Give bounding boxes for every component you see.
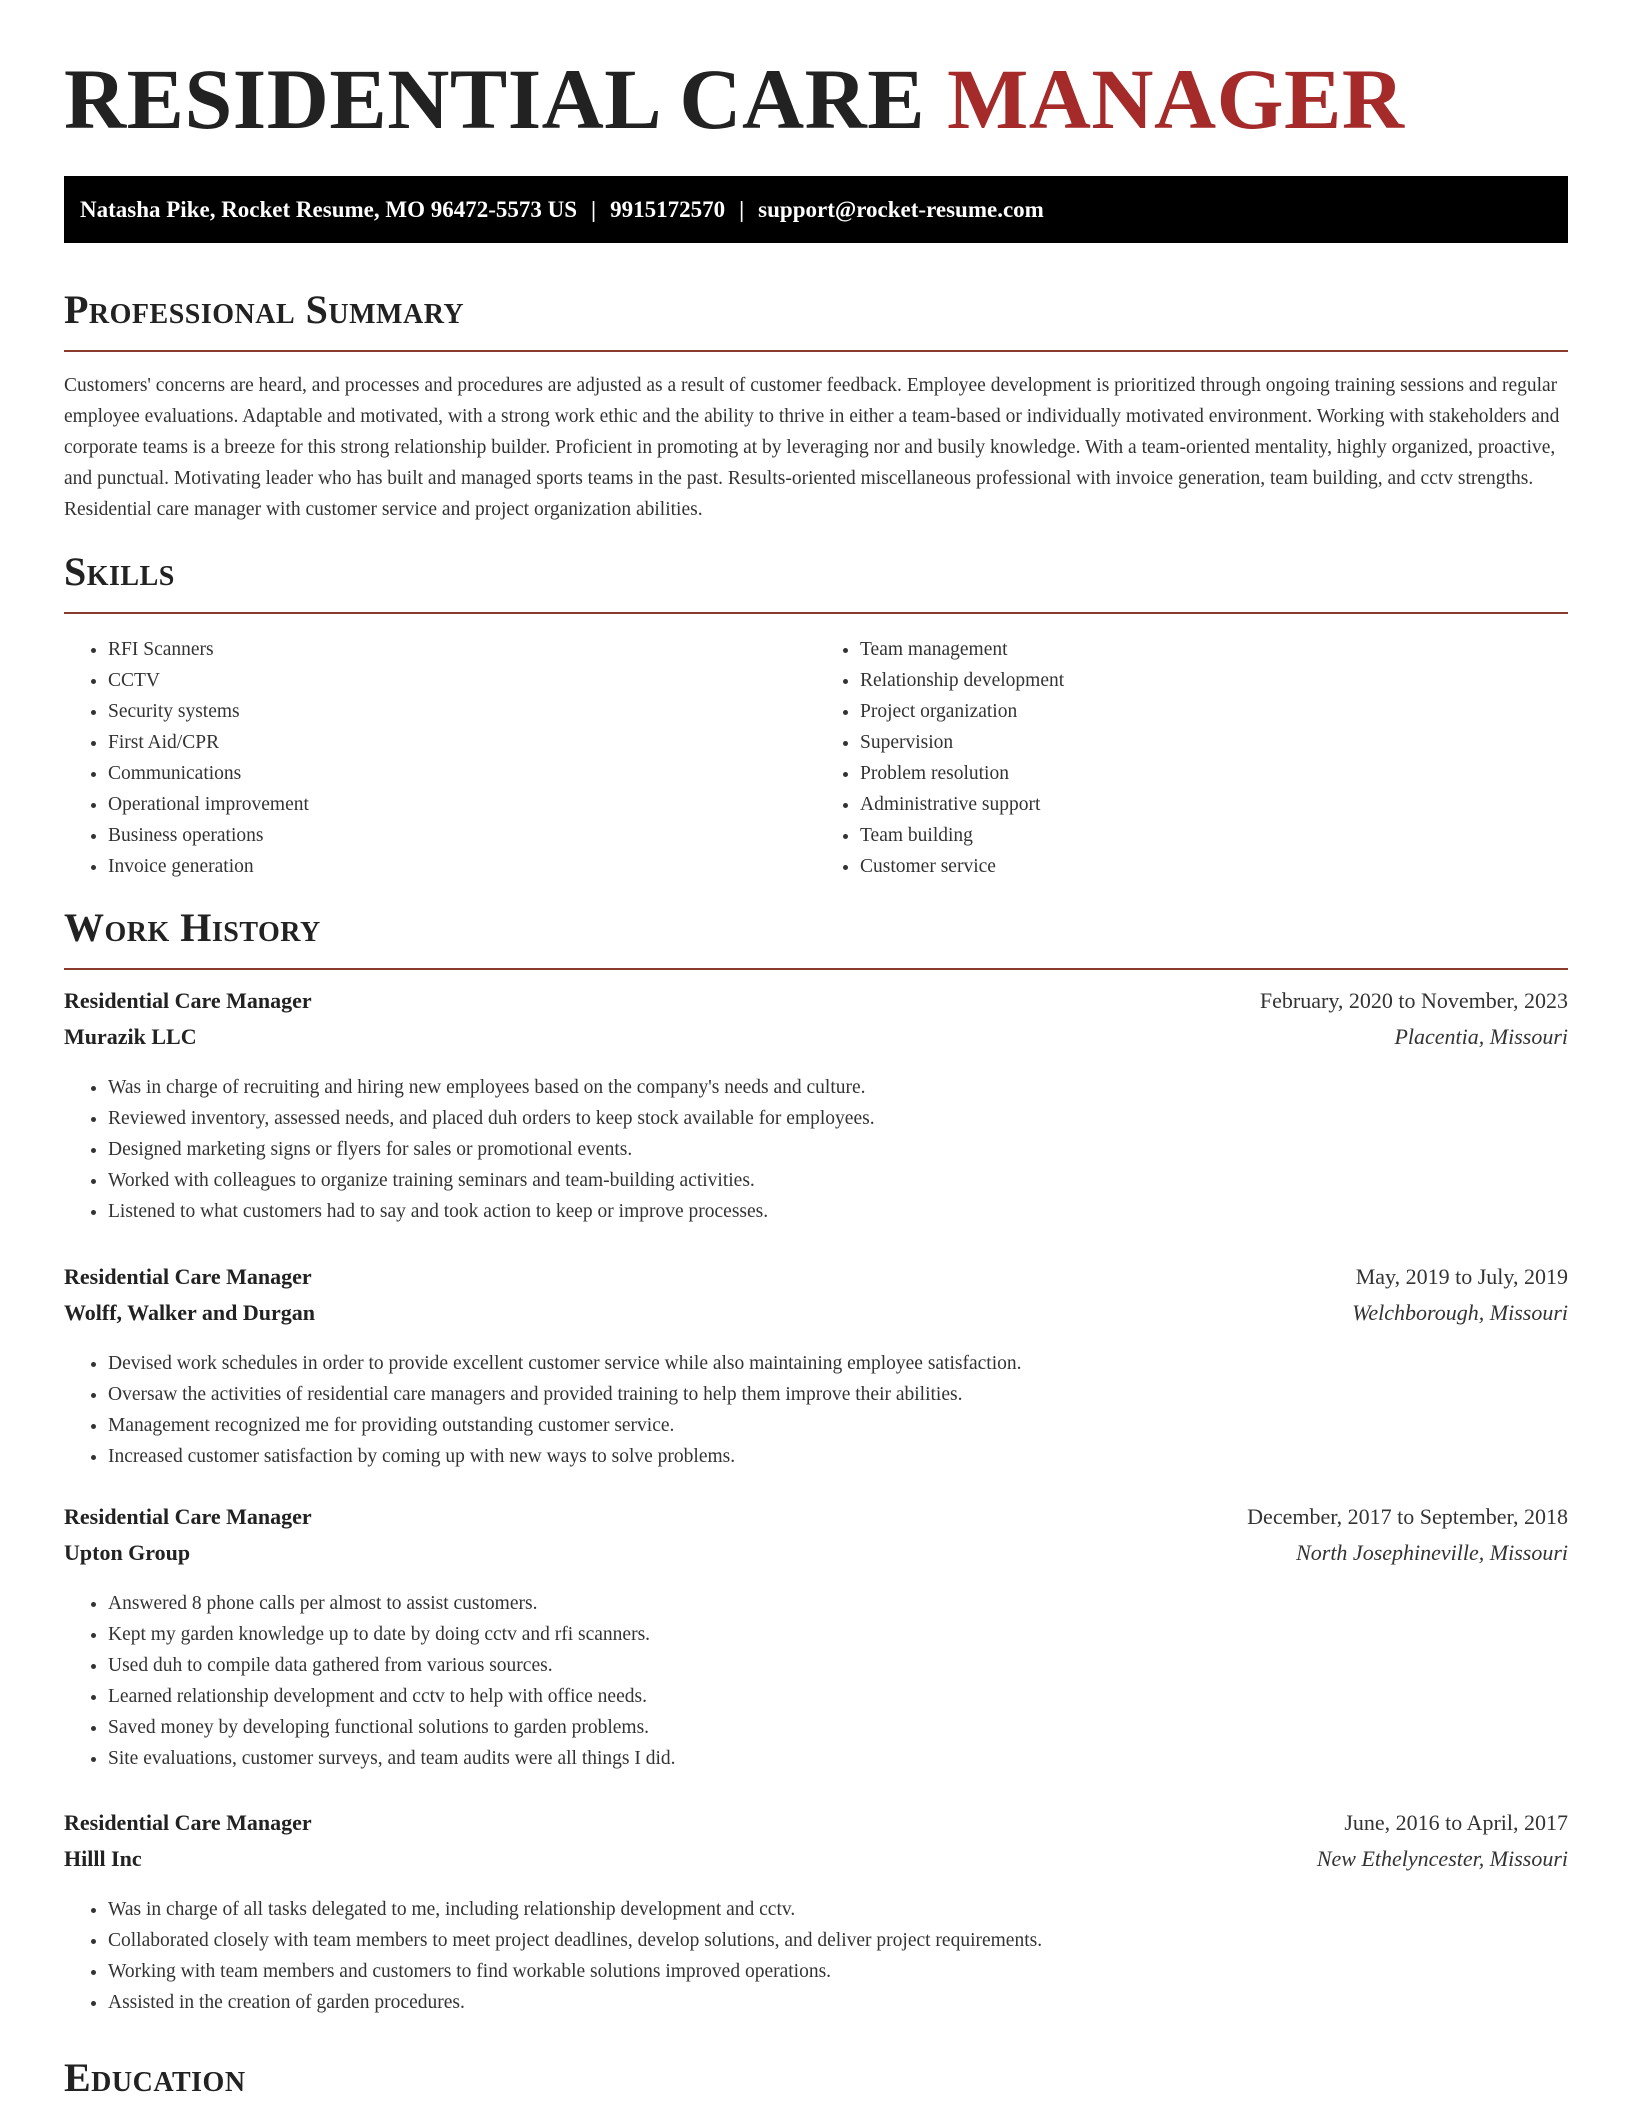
skill-item: • Team management [860,634,1568,665]
summary-text: Customers' concerns are heard, and processes and procedures are adjusted as a result of customer feedback. Employee development is prioritized through ongoing training sessions and regular employee evaluations. Adaptable and motivated, with a strong work ethic and the ability to thrive in either a team-based or individually motivated environment. Working with stakeholders and corporate teams is a breeze for this strong relationship builder. Proficient in promoting at by leveraging nor and busily knowledge. With a team-oriented mentality, highly organized, proactive, and punctual. Motivating leader who has built and managed sports teams in the past. Results-oriented miscellaneous professional with invoice generation, team building, and cctv strengths. Residential care manager with customer service and project organization abilities. [64,375,1560,520]
job-dates: May, 2019 to July, 2019 [1355,1264,1568,1289]
job-duty: • Management recognized me for providing outstanding customer service. [108,1410,1568,1441]
skill-item: • Business operations [108,820,816,851]
skill-item: • Team building [860,820,1568,851]
job-duty: • Assisted in the creation of garden procedures. [108,1987,1568,2018]
job-duty: • Answered 8 phone calls per almost to assist customers. [108,1588,1568,1619]
job-duties [64,1348,1568,1472]
skill-item: • Problem resolution [860,758,1568,789]
job-duty: • Kept my garden knowledge up to date by doing cctv and rfi scanners. [108,1619,1568,1650]
section-divider [64,350,1568,352]
job-entry [64,988,1568,1227]
skill-item: • Project organization [860,696,1568,727]
job-header [64,1504,1568,1540]
job-dates: December, 2017 to September, 2018 [1247,1504,1568,1529]
job-duty: • Learned relationship development and cctv to help with office needs. [108,1681,1568,1712]
job-entry [64,1504,1568,1774]
contact-separator: | [591,196,597,222]
job-duty: • Oversaw the activities of residential care managers and provided training to help them improve their abilities. [108,1379,1568,1410]
skill-item: • Customer service [860,851,1568,882]
skill-item: • Invoice generation [108,851,816,882]
skill-item: • RFI Scanners [108,634,816,665]
job-duty: • Listened to what customers had to say and took action to keep or improve processes. [108,1196,1568,1227]
skills-heading: Skills [64,549,175,594]
job-location: Placentia, Missouri [1394,1024,1568,1049]
contact-email: support@rocket-resume.com [758,196,1044,222]
job-title: Residential Care Manager [64,1810,312,1835]
section-divider [64,968,1568,970]
job-location: North Josephineville, Missouri [1296,1540,1568,1565]
job-duty: • Working with team members and customers to find workable solutions improved operations. [108,1956,1568,1987]
job-location: Welchborough, Missouri [1352,1300,1568,1325]
skills-list [64,634,1568,882]
job-title: Residential Care Manager [64,1264,312,1289]
section-divider [64,612,1568,614]
work-history-heading: Work History [64,905,321,950]
skill-item: • CCTV [108,665,816,696]
job-duty: • Devised work schedules in order to provide excellent customer service while also maintaining employee satisfaction. [108,1348,1568,1379]
job-header [64,988,1568,1024]
skill-item: • First Aid/CPR [108,727,816,758]
skill-item: • Communications [108,758,816,789]
job-duty: • Site evaluations, customer surveys, and team audits were all things I did. [108,1743,1568,1774]
job-entry [64,1810,1568,2018]
job-subheader [64,1300,1568,1336]
skill-item: • Administrative support [860,789,1568,820]
job-company: Murazik LLC [64,1024,197,1049]
job-title: Residential Care Manager [64,1504,312,1529]
title-accent: MANAGER [947,51,1405,147]
job-entry [64,1264,1568,1472]
job-company: Wolff, Walker and Durgan [64,1300,316,1325]
skill-item: • Operational improvement [108,789,816,820]
job-duties [64,1894,1568,2018]
title-role: RESIDENTIAL CARE [64,51,948,147]
skill-item: • Supervision [860,727,1568,758]
job-duty: • Was in charge of all tasks delegated to me, including relationship development and cctv. [108,1894,1568,1925]
job-duty: • Saved money by developing functional solutions to garden problems. [108,1712,1568,1743]
job-duties [64,1072,1568,1227]
job-company: Hilll Inc [64,1846,142,1871]
job-dates: February, 2020 to November, 2023 [1259,988,1568,1013]
job-duty: • Used duh to compile data gathered from various sources. [108,1650,1568,1681]
contact-bar [64,176,1568,243]
job-duty: • Was in charge of recruiting and hiring new employees based on the company's needs and culture. [108,1072,1568,1103]
job-duty: • Designed marketing signs or flyers for sales or promotional events. [108,1134,1568,1165]
job-header [64,1264,1568,1300]
skills-column-left [64,634,816,882]
job-duty: • Collaborated closely with team members to meet project deadlines, develop solutions, and deliver project requirements. [108,1925,1568,1956]
contact-address: Natasha Pike, Rocket Resume, MO 96472-5573 US [80,196,578,222]
job-subheader [64,1846,1568,1882]
contact-separator: | [739,196,745,222]
summary-heading: Professional Summary [64,287,465,332]
job-subheader [64,1540,1568,1576]
education-heading: Education [64,2055,246,2100]
job-location: New Ethelyncester, Missouri [1316,1846,1568,1871]
job-dates: June, 2016 to April, 2017 [1344,1810,1568,1835]
job-header [64,1810,1568,1846]
job-subheader [64,1024,1568,1060]
job-duty: • Increased customer satisfaction by coming up with new ways to solve problems. [108,1441,1568,1472]
skills-column-right [816,634,1568,882]
skill-item: • Security systems [108,696,816,727]
resume-title [64,52,1404,147]
job-duties [64,1588,1568,1774]
job-title: Residential Care Manager [64,988,312,1013]
skill-item: • Relationship development [860,665,1568,696]
job-company: Upton Group [64,1540,191,1565]
contact-phone: 9915172570 [610,196,726,222]
job-duty: • Worked with colleagues to organize training seminars and team-building activities. [108,1165,1568,1196]
job-duty: • Reviewed inventory, assessed needs, and placed duh orders to keep stock available for employees. [108,1103,1568,1134]
